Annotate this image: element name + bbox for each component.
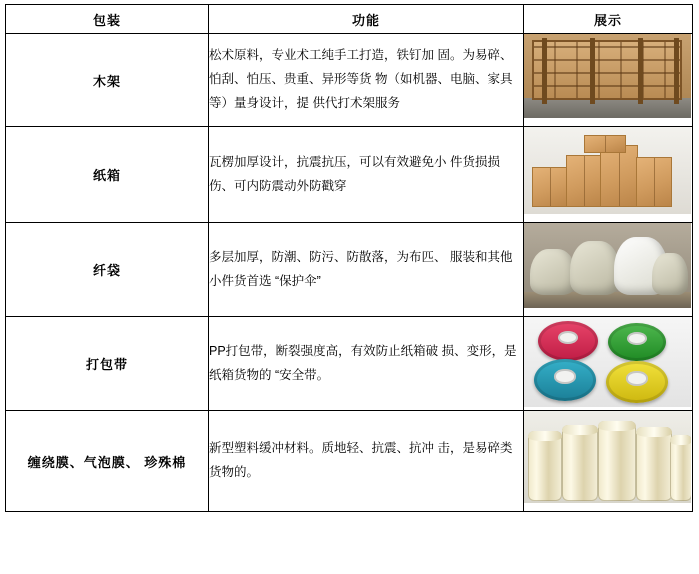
cell-display (524, 127, 693, 223)
cell-display (524, 317, 693, 411)
cell-package: 打包带 (6, 317, 209, 411)
packaging-table (5, 4, 693, 512)
column-header-display: 展示 (524, 5, 693, 34)
header-row (6, 5, 693, 34)
stretch-film-photo (524, 411, 691, 511)
cell-display (524, 34, 693, 127)
cell-function: 松术原料，专业术工纯手工打造，铁钉加 固。为易碎、怕刮、怕压、贵重、异形等货 物（如机器、电脑、家具等）量身设计，提 供代打术架服务 (209, 34, 524, 127)
table-row (6, 317, 693, 411)
table-body (6, 34, 693, 512)
carton-box-photo (524, 127, 691, 222)
table-row (6, 411, 693, 512)
column-header-function: 功能 (209, 5, 524, 34)
table-row (6, 34, 693, 127)
cell-package: 纸箱 (6, 127, 209, 223)
cell-package: 纤袋 (6, 223, 209, 317)
table-header (6, 5, 693, 34)
cell-package: 缠绕膜、气泡膜、 珍殊棉 (6, 411, 209, 512)
table-row (6, 223, 693, 317)
cell-function: 多层加厚，防潮、防污、防散落，为布匹、 服装和其他小件货首选 “保护伞” (209, 223, 524, 317)
cell-display (524, 411, 693, 512)
column-header-package: 包装 (6, 5, 209, 34)
cell-function: 瓦楞加厚设计，抗震抗压，可以有效避免小 件货损损伤、可内防震动外防戳穿 (209, 127, 524, 223)
cell-function: 新型塑料缓冲材料。质地轻、抗震、抗冲 击，是易碎类货物的。 (209, 411, 524, 512)
wooden-crate-photo (524, 34, 691, 126)
cell-package: 木架 (6, 34, 209, 127)
cell-display (524, 223, 693, 317)
woven-sack-photo (524, 223, 691, 316)
document-page (0, 4, 699, 574)
table-row (6, 127, 693, 223)
strapping-band-photo (524, 317, 691, 410)
cell-function: PP打包带，断裂强度高，有效防止纸箱破 损、变形，是纸箱货物的 “安全带。 (209, 317, 524, 411)
